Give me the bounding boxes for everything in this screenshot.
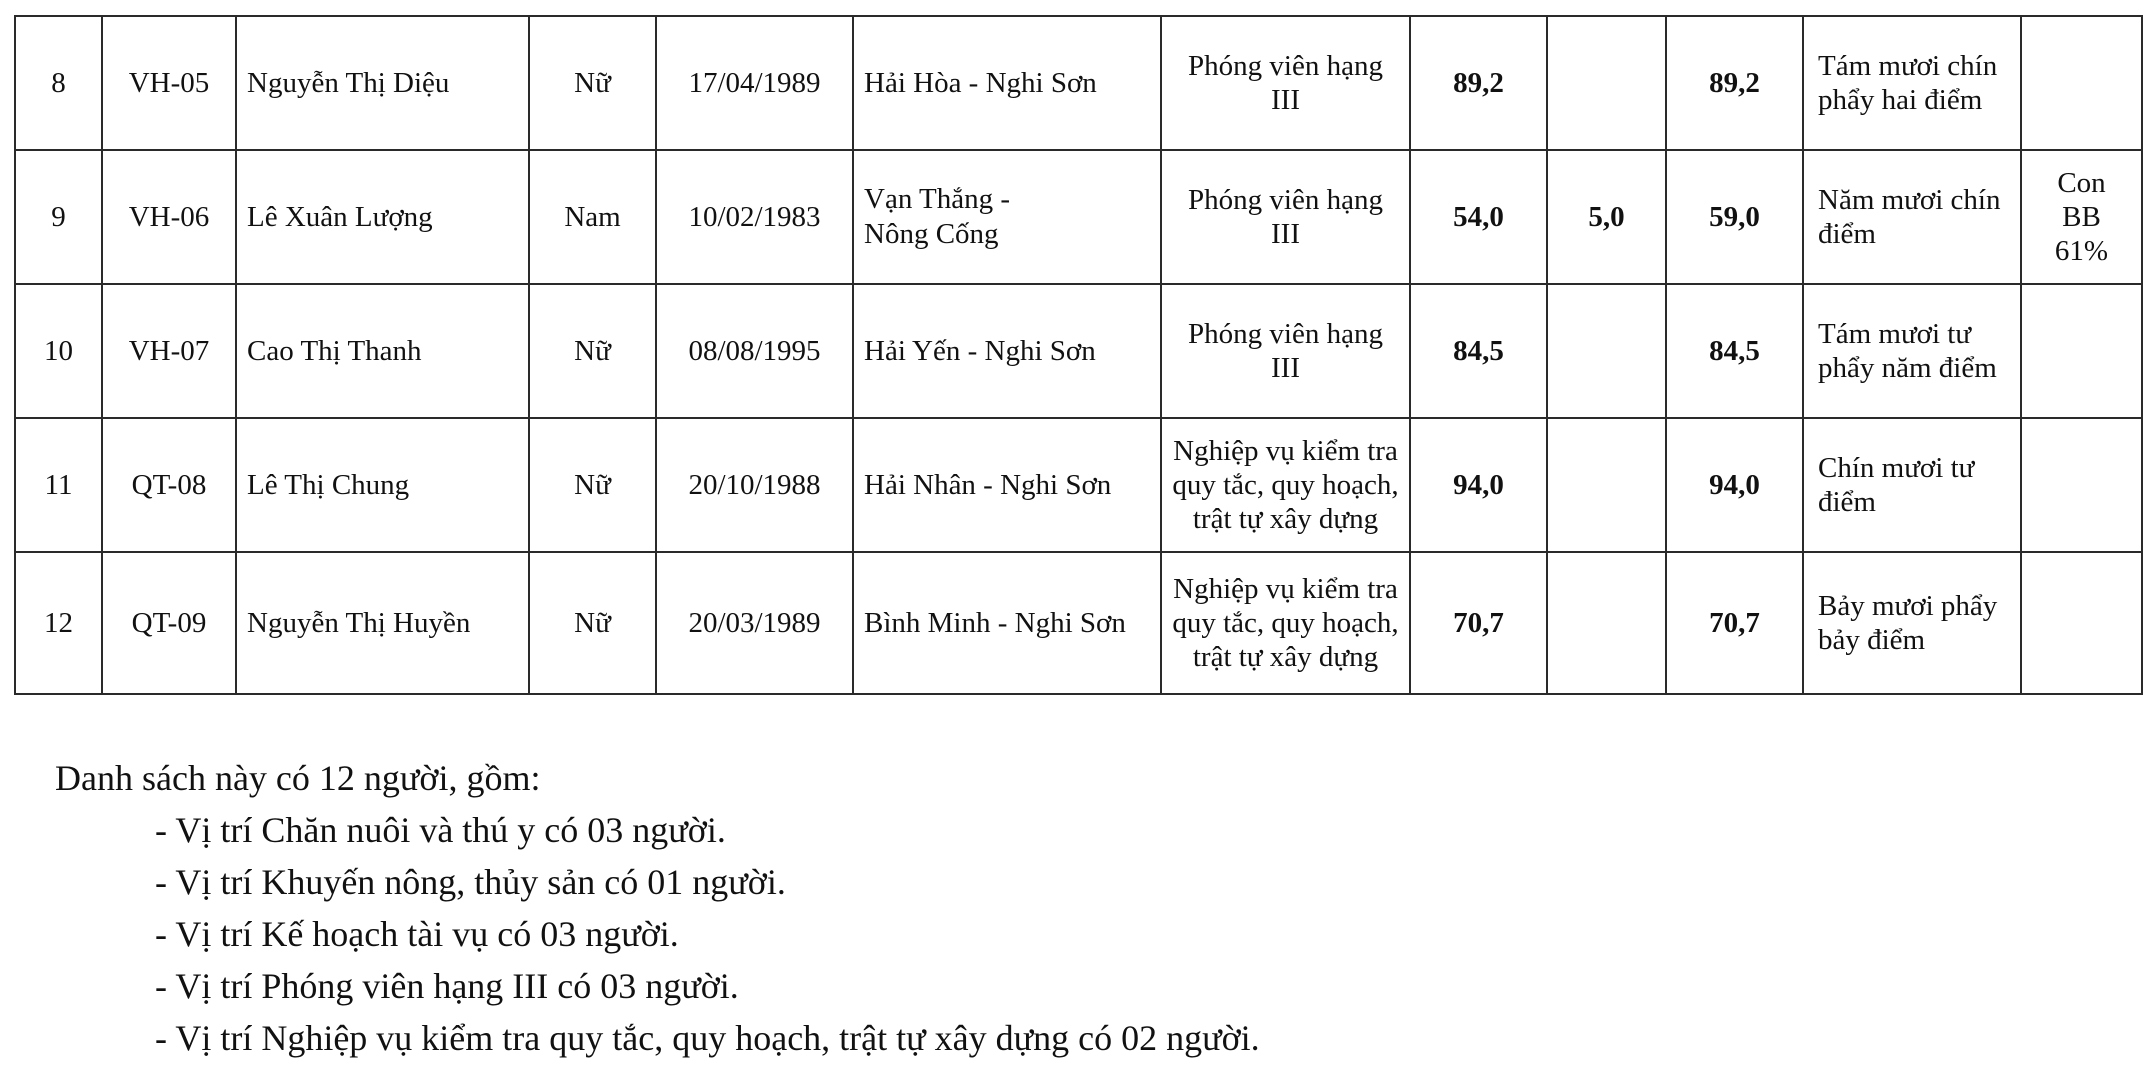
cell-gender: Nữ [529, 418, 656, 552]
table-row [15, 418, 2142, 552]
cell-gender: Nữ [529, 552, 656, 694]
cell-gender: Nữ [529, 16, 656, 150]
cell-score: 94,0 [1410, 418, 1547, 552]
cell-code: QT-08 [102, 418, 236, 552]
cell-position: Phóng viên hạng III [1161, 150, 1410, 284]
summary-item: - Vị trí Khuyến nông, thủy sản có 01 người. [155, 862, 786, 902]
cell-stt: 11 [15, 418, 102, 552]
cell-total: 84,5 [1666, 284, 1803, 418]
cell-name: Lê Thị Chung [236, 418, 529, 552]
cell-score: 70,7 [1410, 552, 1547, 694]
cell-in-words: Tám mươi tư phẩy năm điểm [1803, 284, 2021, 418]
table-row [15, 552, 2142, 694]
summary-list [55, 804, 1260, 1064]
cell-position: Nghiệp vụ kiểm tra quy tắc, quy hoạch, trật tự xây dựng [1161, 418, 1410, 552]
cell-note [2021, 552, 2142, 694]
cell-bonus: 5,0 [1547, 150, 1666, 284]
results-table [14, 15, 2143, 695]
cell-dob: 08/08/1995 [656, 284, 853, 418]
cell-name: Cao Thị Thanh [236, 284, 529, 418]
cell-name: Lê Xuân Lượng [236, 150, 529, 284]
summary-item: - Vị trí Phóng viên hạng III có 03 người. [155, 966, 739, 1006]
cell-code: VH-05 [102, 16, 236, 150]
summary-section [55, 752, 1260, 1064]
cell-in-words: Chín mươi tư điểm [1803, 418, 2021, 552]
table-row [15, 16, 2142, 150]
cell-address: Hải Hòa - Nghi Sơn [853, 16, 1161, 150]
table-row [15, 150, 2142, 284]
cell-name: Nguyễn Thị Diệu [236, 16, 529, 150]
cell-stt: 12 [15, 552, 102, 694]
cell-score: 84,5 [1410, 284, 1547, 418]
cell-note [2021, 284, 2142, 418]
cell-note [2021, 16, 2142, 150]
table-row [15, 284, 2142, 418]
summary-item: - Vị trí Nghiệp vụ kiểm tra quy tắc, quy hoạch, trật tự xây dựng có 02 người. [155, 1018, 1260, 1058]
cell-address: Vạn Thắng - Nông Cống [853, 150, 1161, 284]
cell-position: Nghiệp vụ kiểm tra quy tắc, quy hoạch, trật tự xây dựng [1161, 552, 1410, 694]
cell-gender: Nam [529, 150, 656, 284]
cell-stt: 8 [15, 16, 102, 150]
cell-code: QT-09 [102, 552, 236, 694]
cell-dob: 20/03/1989 [656, 552, 853, 694]
cell-total: 70,7 [1666, 552, 1803, 694]
cell-address: Bình Minh - Nghi Sơn [853, 552, 1161, 694]
cell-score: 89,2 [1410, 16, 1547, 150]
cell-position: Phóng viên hạng III [1161, 16, 1410, 150]
cell-note [2021, 418, 2142, 552]
cell-bonus [1547, 284, 1666, 418]
cell-in-words: Bảy mươi phẩy bảy điểm [1803, 552, 2021, 694]
cell-code: VH-06 [102, 150, 236, 284]
cell-total: 59,0 [1666, 150, 1803, 284]
cell-total: 94,0 [1666, 418, 1803, 552]
cell-score: 54,0 [1410, 150, 1547, 284]
cell-code: VH-07 [102, 284, 236, 418]
cell-bonus [1547, 16, 1666, 150]
cell-dob: 17/04/1989 [656, 16, 853, 150]
summary-item: - Vị trí Chăn nuôi và thú y có 03 người. [155, 810, 726, 850]
cell-name: Nguyễn Thị Huyền [236, 552, 529, 694]
cell-address: Hải Nhân - Nghi Sơn [853, 418, 1161, 552]
summary-intro: Danh sách này có 12 người, gồm: [55, 758, 541, 798]
cell-dob: 20/10/1988 [656, 418, 853, 552]
cell-in-words: Tám mươi chín phẩy hai điểm [1803, 16, 2021, 150]
cell-stt: 9 [15, 150, 102, 284]
cell-stt: 10 [15, 284, 102, 418]
cell-dob: 10/02/1983 [656, 150, 853, 284]
cell-bonus [1547, 418, 1666, 552]
cell-bonus [1547, 552, 1666, 694]
cell-note: Con BB 61% [2021, 150, 2142, 284]
cell-gender: Nữ [529, 284, 656, 418]
cell-in-words: Năm mươi chín điểm [1803, 150, 2021, 284]
summary-item: - Vị trí Kế hoạch tài vụ có 03 người. [155, 914, 679, 954]
cell-position: Phóng viên hạng III [1161, 284, 1410, 418]
cell-address: Hải Yến - Nghi Sơn [853, 284, 1161, 418]
cell-total: 89,2 [1666, 16, 1803, 150]
